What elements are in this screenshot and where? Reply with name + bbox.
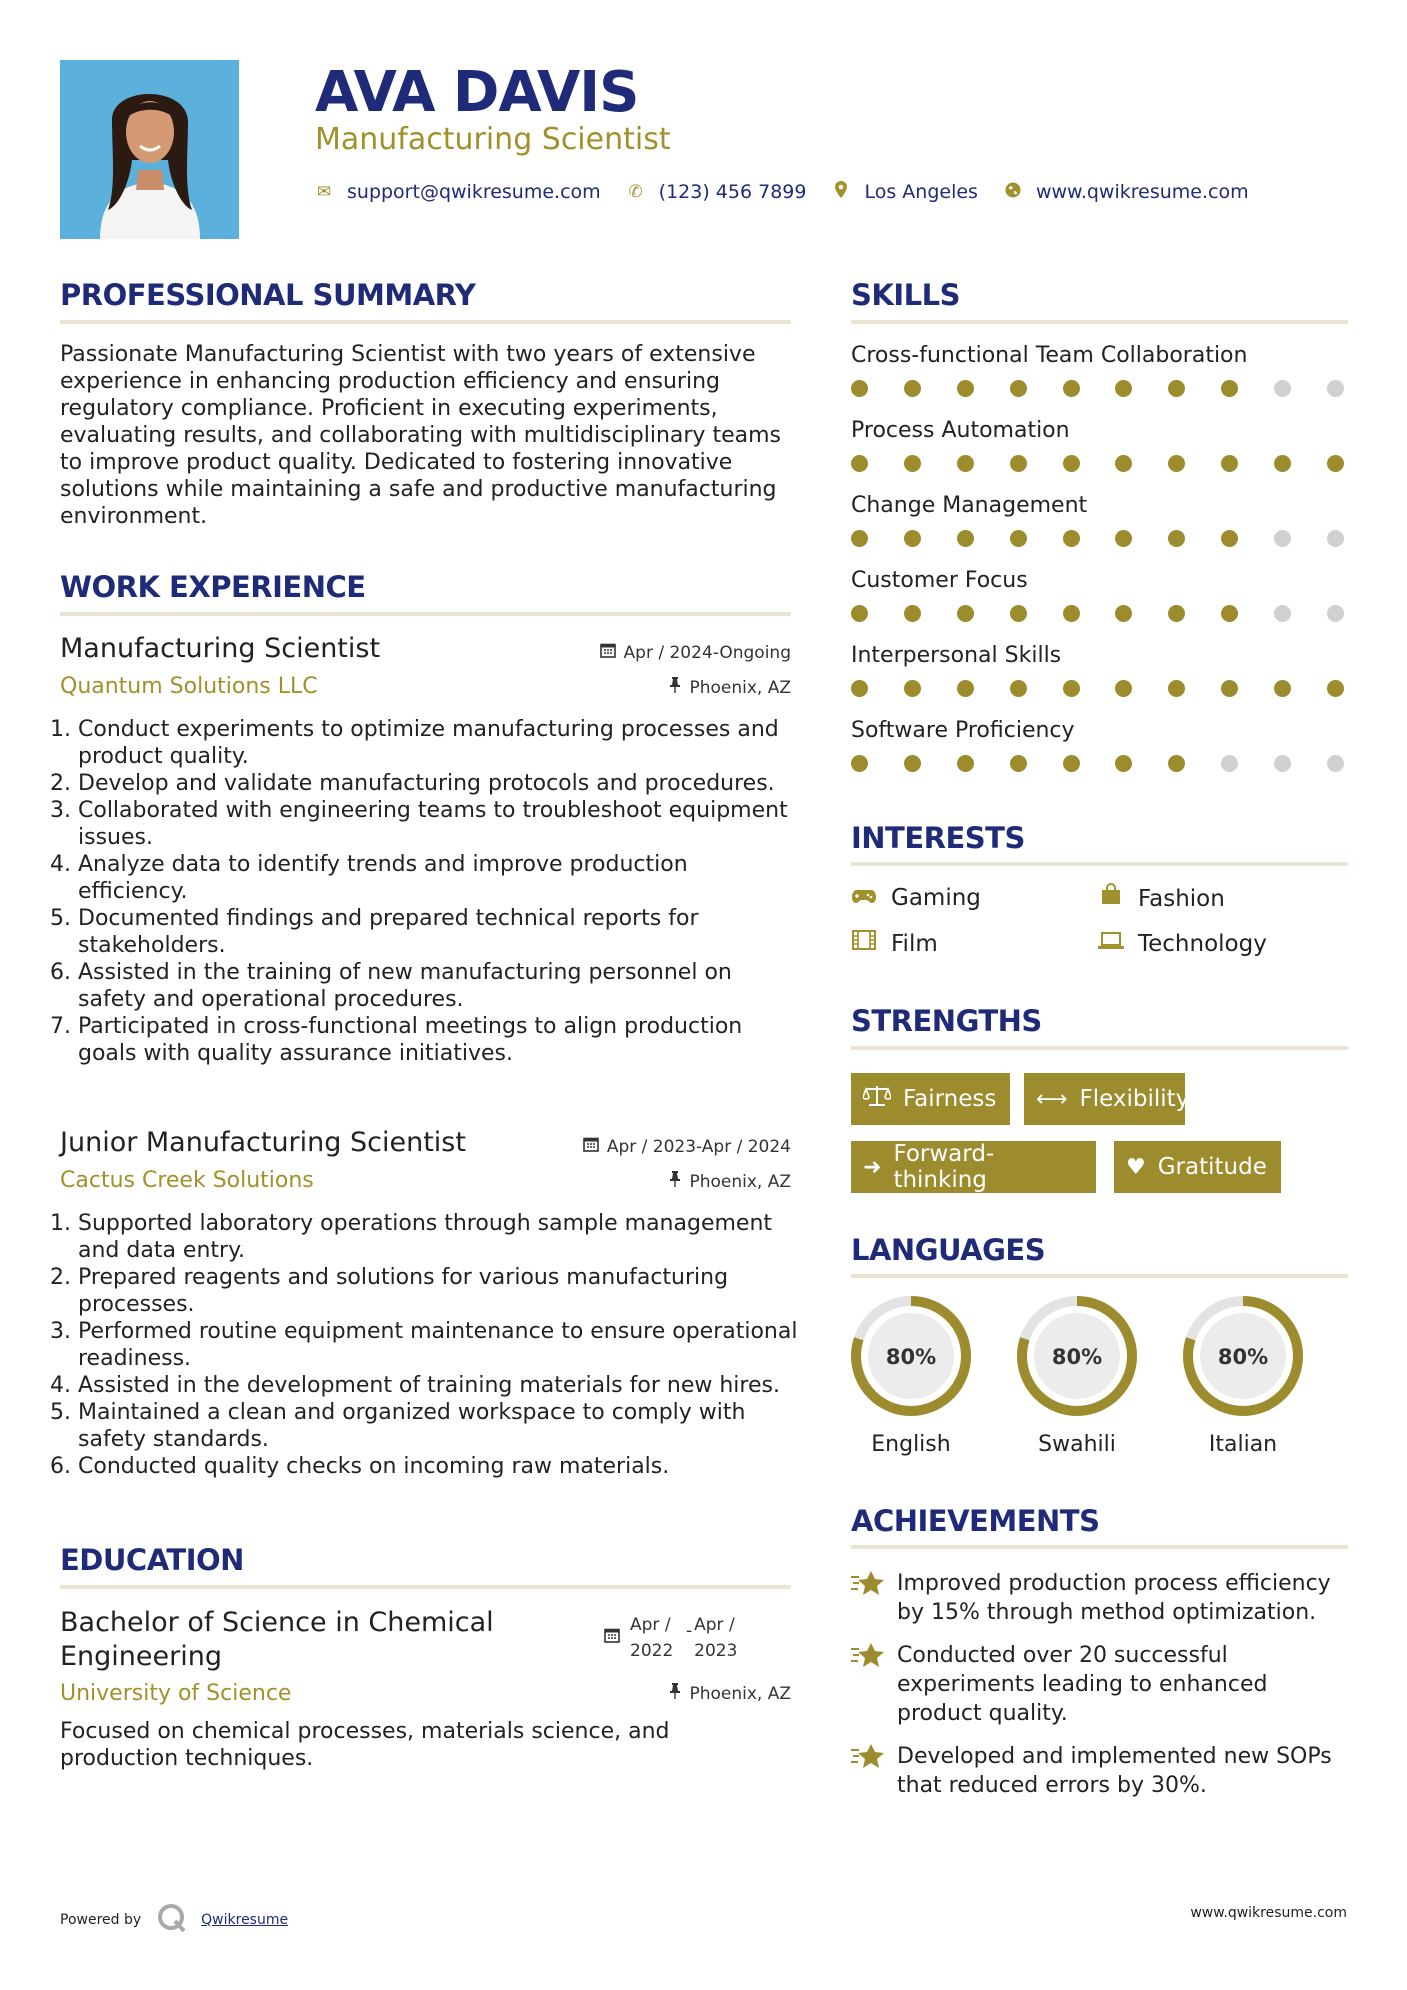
- summary-divider: [60, 320, 791, 324]
- skills-heading: SKILLS: [851, 278, 960, 312]
- interest-fashion: [1098, 883, 1225, 914]
- education-location: [669, 1683, 791, 1705]
- rating-dot-filled: [957, 755, 974, 772]
- list-item: 5. Documented findings and prepared technical reports for stakeholders.: [78, 905, 800, 959]
- rating-dot-filled: [851, 455, 868, 472]
- list-item: 3. Collaborated with engineering teams to troubleshoot equipment issues.: [78, 797, 800, 851]
- skill-name: Interpersonal Skills: [851, 643, 1062, 668]
- job-1-date: [600, 642, 791, 664]
- job-title-header: Manufacturing Scientist: [315, 122, 671, 157]
- school-name: University of Science: [60, 1681, 292, 1706]
- language-name: English: [871, 1432, 951, 1457]
- rating-dot-empty: [1274, 755, 1291, 772]
- skills-divider: [851, 320, 1348, 324]
- rating-dot-filled: [1168, 605, 1185, 622]
- job-2-location: [669, 1171, 791, 1193]
- rating-dot-filled: [1010, 380, 1027, 397]
- rating-dot-filled: [1115, 380, 1132, 397]
- calendar-icon: [583, 1136, 599, 1158]
- strengths-heading: STRENGTHS: [851, 1004, 1042, 1038]
- contact-phone[interactable]: [627, 181, 807, 203]
- rating-dot-filled: [1221, 605, 1238, 622]
- rating-dot-filled: [1063, 605, 1080, 622]
- job-2-date-text: Apr / 2023-Apr / 2024: [606, 1137, 791, 1157]
- interest-label: Gaming: [891, 885, 981, 911]
- language-item: [849, 1294, 973, 1457]
- rating-dot-filled: [957, 680, 974, 697]
- balance-scale-icon: [863, 1085, 891, 1113]
- rating-dot-filled: [1221, 680, 1238, 697]
- rating-dot-filled: [1221, 530, 1238, 547]
- rating-dot-filled: [1063, 680, 1080, 697]
- language-ring: [849, 1294, 973, 1418]
- skill-rating: [851, 530, 1344, 547]
- skill-item: [851, 342, 1348, 417]
- rating-dot-filled: [904, 380, 921, 397]
- interest-film: [851, 929, 938, 959]
- phone-text: (123) 456 7899: [658, 181, 807, 203]
- degree-title: [60, 1606, 560, 1674]
- date-start-month: Apr /: [630, 1615, 671, 1635]
- rating-dot-filled: [904, 680, 921, 697]
- rating-dot-filled: [1115, 530, 1132, 547]
- ring-percent-label: 80%: [885, 1345, 937, 1369]
- skills-list: [851, 342, 1348, 792]
- skill-rating: [851, 380, 1344, 397]
- profile-photo: [60, 60, 239, 239]
- achievement-text: Conducted over 20 successful experiments leading to enhanced product quality.: [897, 1643, 1268, 1726]
- skill-name: Change Management: [851, 493, 1088, 518]
- rating-dot-filled: [1274, 455, 1291, 472]
- rating-dot-empty: [1327, 380, 1344, 397]
- list-item: [851, 1742, 1348, 1800]
- star-icon: [851, 1742, 897, 1800]
- rating-dot-filled: [957, 530, 974, 547]
- shopping-bag-icon: [1098, 883, 1124, 914]
- rating-dot-filled: [1115, 680, 1132, 697]
- job-1-location-text: Phoenix, AZ: [689, 678, 791, 698]
- rating-dot-empty: [1327, 530, 1344, 547]
- skill-rating: [851, 605, 1344, 622]
- rating-dot-filled: [1168, 755, 1185, 772]
- job-1-title: Manufacturing Scientist: [60, 633, 381, 664]
- rating-dot-filled: [1010, 680, 1027, 697]
- rating-dot-filled: [1063, 380, 1080, 397]
- education-location-text: Phoenix, AZ: [689, 1684, 791, 1704]
- education-description: Focused on chemical processes, materials science, and production techniques.: [60, 1719, 670, 1771]
- interest-technology: [1098, 929, 1267, 959]
- date-separator: -: [686, 1621, 693, 1641]
- interest-gaming: [851, 883, 981, 913]
- rating-dot-filled: [1115, 455, 1132, 472]
- pushpin-icon: [669, 1683, 681, 1705]
- list-item: 6. Conducted quality checks on incoming raw materials.: [78, 1453, 808, 1480]
- rating-dot-filled: [1221, 455, 1238, 472]
- interest-label: Fashion: [1138, 885, 1225, 912]
- skill-item: [851, 642, 1348, 717]
- star-icon: [851, 1641, 897, 1728]
- qwikresume-logo-icon: [157, 1903, 187, 1937]
- rating-dot-filled: [957, 605, 974, 622]
- education-date-start: [630, 1612, 682, 1664]
- interests-divider: [851, 862, 1348, 866]
- language-item: [1015, 1294, 1139, 1457]
- job-2-duties: [60, 1210, 808, 1480]
- interest-label: Technology: [1138, 931, 1267, 957]
- date-start-year: 2022: [630, 1641, 674, 1661]
- strength-flexibility: [1024, 1073, 1190, 1125]
- rating-dot-filled: [1327, 455, 1344, 472]
- achievements-divider: [851, 1545, 1348, 1549]
- rating-dot-filled: [851, 755, 868, 772]
- achievement-text: Developed and implemented new SOPs that reduced errors by 30%.: [897, 1744, 1332, 1798]
- rating-dot-filled: [1063, 530, 1080, 547]
- contact-website[interactable]: [1004, 181, 1249, 203]
- rating-dot-filled: [904, 755, 921, 772]
- list-item: 2. Prepared reagents and solutions for various manufacturing processes.: [78, 1264, 808, 1318]
- skill-rating: [851, 755, 1344, 772]
- rating-dot-filled: [1168, 455, 1185, 472]
- list-item: [851, 1641, 1348, 1728]
- interests-heading: INTERESTS: [851, 821, 1025, 855]
- language-list: [849, 1294, 1305, 1457]
- language-name: Italian: [1208, 1432, 1278, 1457]
- rating-dot-filled: [904, 605, 921, 622]
- candidate-name: AVA DAVIS: [315, 60, 639, 125]
- contact-bar: [315, 178, 1275, 206]
- achievement-text: Improved production process efficiency by 15% through method optimization.: [897, 1571, 1331, 1625]
- languages-heading: LANGUAGES: [851, 1233, 1046, 1267]
- skill-rating: [851, 455, 1344, 472]
- job-2-date: [583, 1136, 791, 1158]
- list-item: 3. Performed routine equipment maintenance to ensure operational readiness.: [78, 1318, 808, 1372]
- website-text: www.qwikresume.com: [1035, 181, 1249, 203]
- rating-dot-filled: [851, 605, 868, 622]
- rating-dot-filled: [851, 380, 868, 397]
- skill-name: Customer Focus: [851, 568, 1028, 593]
- list-item: 7. Participated in cross-functional meetings to align production goals with quality assurance initiatives.: [78, 1013, 800, 1067]
- rating-dot-filled: [1063, 455, 1080, 472]
- rating-dot-filled: [1010, 530, 1027, 547]
- powered-by-text: Powered by: [60, 1912, 142, 1928]
- phone-icon: ✆: [628, 182, 643, 202]
- footer-powered-by: [60, 1903, 288, 1937]
- achievements-heading: ACHIEVEMENTS: [851, 1504, 1100, 1538]
- strength-fairness: [851, 1073, 1010, 1125]
- language-name: Swahili: [1038, 1432, 1116, 1457]
- list-item: 4. Assisted in the development of training materials for new hires.: [78, 1372, 808, 1399]
- skill-name: Cross-functional Team Collaboration: [851, 343, 1248, 368]
- rating-dot-filled: [1010, 455, 1027, 472]
- rating-dot-filled: [1010, 755, 1027, 772]
- job-2-location-text: Phoenix, AZ: [689, 1172, 791, 1192]
- location-text: Los Angeles: [864, 181, 978, 203]
- experience-heading: WORK EXPERIENCE: [60, 570, 366, 604]
- rating-dot-filled: [1168, 530, 1185, 547]
- heart-icon: ♥: [1126, 1154, 1146, 1180]
- strength-label: Flexibility: [1079, 1086, 1190, 1112]
- language-item: [1181, 1294, 1305, 1457]
- list-item: 4. Analyze data to identify trends and improve production efficiency.: [78, 851, 800, 905]
- laptop-icon: [1098, 929, 1124, 959]
- globe-icon: [1004, 182, 1022, 203]
- rating-dot-empty: [1327, 605, 1344, 622]
- language-ring: [1181, 1294, 1305, 1418]
- gamepad-icon: [851, 883, 877, 913]
- rating-dot-empty: [1274, 530, 1291, 547]
- job-1-date-text: Apr / 2024-Ongoing: [623, 643, 791, 663]
- list-item: 5. Maintained a clean and organized workspace to comply with safety standards.: [78, 1399, 808, 1453]
- interest-label: Film: [891, 931, 938, 957]
- summary-heading: PROFESSIONAL SUMMARY: [60, 278, 476, 312]
- strength-gratitude: [1114, 1141, 1281, 1193]
- job-1-duties: [60, 716, 800, 1067]
- skill-item: [851, 567, 1348, 642]
- strength-label: Gratitude: [1157, 1154, 1267, 1180]
- job-2-company: Cactus Creek Solutions: [60, 1168, 314, 1193]
- degree-line-1: Bachelor of Science in Chemical: [60, 1607, 494, 1638]
- achievement-list: [851, 1569, 1348, 1800]
- rating-dot-empty: [1274, 380, 1291, 397]
- list-item: [851, 1569, 1348, 1627]
- experience-divider: [60, 612, 791, 616]
- email-text: support@qwikresume.com: [347, 181, 601, 203]
- skill-item: [851, 417, 1348, 492]
- rating-dot-empty: [1221, 755, 1238, 772]
- rating-dot-filled: [1221, 380, 1238, 397]
- contact-location: [832, 181, 977, 203]
- rating-dot-filled: [1010, 605, 1027, 622]
- skill-item: [851, 492, 1348, 567]
- rating-dot-filled: [957, 455, 974, 472]
- education-heading: EDUCATION: [60, 1543, 244, 1577]
- language-ring: [1015, 1294, 1139, 1418]
- skill-item: [851, 717, 1348, 792]
- list-item: 1. Conduct experiments to optimize manufacturing processes and product quality.: [78, 716, 800, 770]
- map-marker-icon: [832, 181, 850, 203]
- strength-label: Fairness: [903, 1086, 997, 1112]
- rating-dot-filled: [1168, 680, 1185, 697]
- languages-divider: [851, 1274, 1348, 1278]
- rating-dot-empty: [1274, 605, 1291, 622]
- rating-dot-filled: [904, 530, 921, 547]
- rating-dot-filled: [1063, 755, 1080, 772]
- ring-percent-label: 80%: [1217, 1345, 1269, 1369]
- skill-name: Software Proficiency: [851, 718, 1075, 743]
- brand-link[interactable]: Qwikresume: [201, 1912, 289, 1928]
- list-item: 2. Develop and validate manufacturing protocols and procedures.: [78, 770, 800, 797]
- skill-rating: [851, 680, 1344, 697]
- arrows-horizontal-icon: ⟷: [1036, 1086, 1068, 1112]
- job-2-title: Junior Manufacturing Scientist: [60, 1127, 466, 1158]
- rating-dot-filled: [1274, 680, 1291, 697]
- rating-dot-filled: [957, 380, 974, 397]
- skill-name: Process Automation: [851, 418, 1070, 443]
- strength-label: Forward-thinking: [893, 1141, 995, 1193]
- rating-dot-filled: [1327, 680, 1344, 697]
- star-icon: [851, 1569, 897, 1627]
- footer-site[interactable]: www.qwikresume.com: [1190, 1905, 1347, 1921]
- calendar-icon: [604, 1625, 620, 1651]
- education-date-end: [694, 1612, 746, 1664]
- strength-forward-thinking: [851, 1141, 1096, 1193]
- rating-dot-filled: [851, 680, 868, 697]
- rating-dot-filled: [1115, 605, 1132, 622]
- rating-dot-empty: [1327, 755, 1344, 772]
- list-item: 1. Supported laboratory operations through sample management and data entry.: [78, 1210, 808, 1264]
- film-icon: [851, 929, 877, 959]
- date-end-year: 2023: [694, 1641, 738, 1661]
- pushpin-icon: [669, 677, 681, 699]
- strengths-divider: [851, 1046, 1348, 1050]
- job-1-location: [669, 677, 791, 699]
- rating-dot-filled: [851, 530, 868, 547]
- summary-text: Passionate Manufacturing Scientist with two years of extensive experience in enhancing production efficiency and ensuring regulatory compliance. Proficient in executing experiments, evaluating results, and collaborating with multidisciplinary teams to improve product quality. Dedicated to fostering innovative solutions while maintaining a safe and productive manufacturing environment.: [60, 342, 781, 529]
- contact-email[interactable]: [315, 181, 601, 203]
- degree-line-2: Engineering: [60, 1641, 222, 1672]
- date-end-month: Apr /: [694, 1615, 735, 1635]
- avatar: [60, 60, 239, 239]
- education-divider: [60, 1585, 791, 1589]
- calendar-icon: [600, 642, 616, 664]
- education-date: [604, 1612, 746, 1664]
- list-item: 6. Assisted in the training of new manufacturing personnel on safety and operational procedures.: [78, 959, 800, 1013]
- pushpin-icon: [669, 1171, 681, 1193]
- rating-dot-filled: [1115, 755, 1132, 772]
- job-1-company: Quantum Solutions LLC: [60, 674, 318, 699]
- rating-dot-filled: [1168, 380, 1185, 397]
- rating-dot-filled: [904, 455, 921, 472]
- arrow-right-icon: ➜: [863, 1154, 882, 1180]
- ring-percent-label: 80%: [1051, 1345, 1103, 1369]
- envelope-icon: ✉: [316, 182, 332, 202]
